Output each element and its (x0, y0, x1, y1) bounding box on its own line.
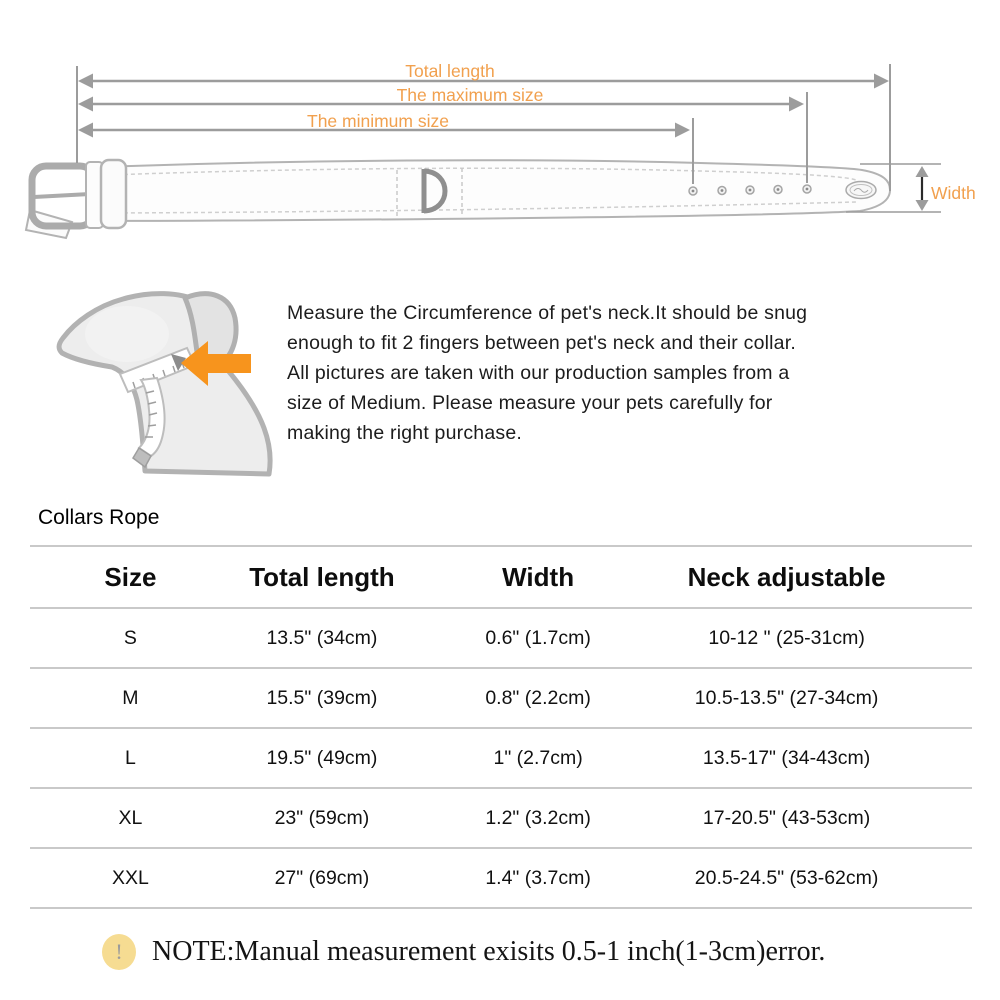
cell-width: 0.6" (1.7cm) (485, 626, 591, 649)
cell-total-length: 27" (69cm) (274, 866, 370, 889)
table-row (30, 729, 972, 789)
cell-neck-adjustable: 17-20.5" (43-53cm) (702, 806, 871, 829)
table-row (30, 669, 972, 729)
header-neck-adjustable: Neck adjustable (687, 561, 886, 592)
table-row (30, 609, 972, 669)
cell-size: M (122, 686, 139, 709)
cell-size: S (123, 626, 137, 649)
cell-total-length: 19.5" (49cm) (266, 746, 378, 769)
header-total-length: Total length (249, 561, 395, 592)
note-text: NOTE:Manual measurement exisits 0.5-1 inch(1-3cm)error. (152, 936, 826, 967)
cell-neck-adjustable: 10-12 " (25-31cm) (708, 626, 865, 649)
buckle-prong (34, 194, 90, 197)
width-label: Width (931, 183, 976, 203)
instruction-line: enough to fit 2 fingers between pet's neck and their collar. (287, 332, 796, 354)
dog-face-highlight (85, 306, 169, 362)
table-title: Collars Rope (38, 506, 160, 529)
cell-total-length: 13.5" (34cm) (266, 626, 378, 649)
cell-width: 1.4" (3.7cm) (485, 866, 591, 889)
collar-illustration (26, 160, 890, 238)
table-row (30, 849, 972, 909)
cell-size: XL (118, 806, 143, 829)
instruction-line: making the right purchase. (287, 422, 522, 444)
width-arrow (916, 166, 929, 211)
collar-measurement-diagram (0, 0, 1000, 250)
instruction-line: All pictures are taken with our production samples from a (287, 362, 790, 384)
instruction-line: size of Medium. Please measure your pets carefully for (287, 392, 773, 414)
minimum-size-label: The minimum size (307, 111, 449, 131)
table-row (30, 789, 972, 849)
header-width: Width (502, 561, 575, 592)
keeper-loop (101, 160, 126, 228)
cell-size: XXL (111, 866, 149, 889)
maximum-size-label: The maximum size (396, 85, 544, 105)
cell-neck-adjustable: 10.5-13.5" (27-34cm) (694, 686, 879, 709)
table-header-row (30, 547, 972, 609)
dog-measure-illustration (35, 266, 285, 478)
header-size: Size (104, 561, 157, 592)
size-table (30, 545, 972, 909)
cell-neck-adjustable: 20.5-24.5" (53-62cm) (694, 866, 879, 889)
cell-width: 1.2" (3.2cm) (485, 806, 591, 829)
note-banner (102, 934, 825, 970)
total-length-label: Total length (405, 61, 495, 81)
cell-total-length: 15.5" (39cm) (266, 686, 378, 709)
brand-logo-oval (846, 182, 876, 199)
instruction-line: Measure the Circumference of pet's neck.It should be snug (287, 302, 808, 324)
cell-neck-adjustable: 13.5-17" (34-43cm) (702, 746, 871, 769)
cell-size: L (124, 746, 136, 769)
exclamation-icon: ! (102, 934, 136, 970)
cell-width: 1" (2.7cm) (493, 746, 583, 769)
cell-total-length: 23" (59cm) (274, 806, 370, 829)
cell-width: 0.8" (2.2cm) (485, 686, 591, 709)
measure-instructions (287, 298, 967, 448)
